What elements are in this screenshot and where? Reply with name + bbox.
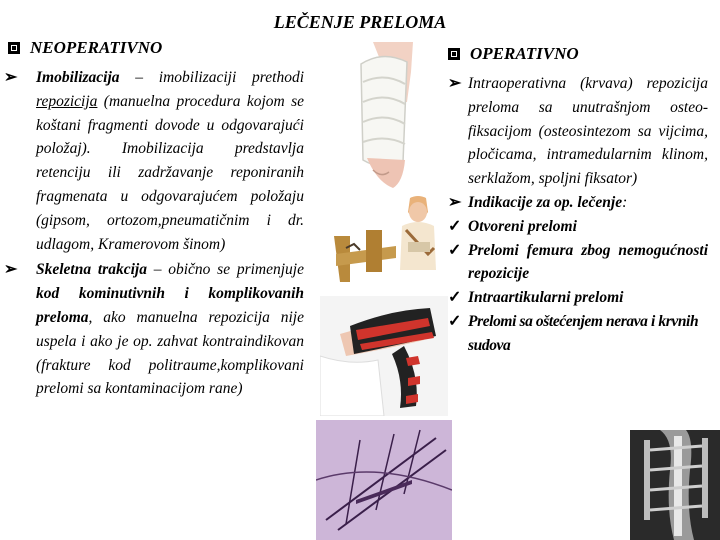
- item-bold-text: kod kominutivnih i komplikovanih preloma: [36, 285, 304, 326]
- check-item-2: [448, 239, 708, 287]
- checkmark-icon: ✓: [448, 312, 462, 330]
- check-item-text: Otvoreni prelomi: [468, 217, 577, 235]
- item-bold-label: Indikacije za op. lečenje: [468, 193, 623, 211]
- item-text: – obično se primenjuje: [146, 261, 304, 279]
- sling-patient-image: [398, 196, 438, 270]
- square-bullet-icon: [448, 48, 460, 60]
- xray-image: [630, 430, 720, 540]
- checkmark-icon: ✓: [448, 289, 462, 307]
- slide-title-text: LEČENJE PRELOMA: [273, 12, 447, 32]
- item-bold-label: Skeletna trakcija: [36, 261, 147, 279]
- list-item-intraoperativna: [448, 72, 708, 191]
- item-text: , ako manuelna repozicija nije uspela i ako je op. zahvat kontraindikovan (frakture kod politraume,komplikovani prelomi sa kontaminacijom rane): [36, 308, 304, 398]
- check-item-1: [448, 215, 708, 239]
- item-text: (manuelna procedura kojom se koštani fragmenti dovode u odgovarajući položaj). Imobilizacija predstavlja retenciju ili zadržavanje reponiranih fragmenata u odgovarajućem položaju (gipsom, ortozom,pneumatičnim i dr. udlagom, Kramerovom šinom): [36, 92, 304, 253]
- check-item-4: [448, 310, 708, 358]
- item-text: :: [622, 193, 628, 211]
- arm-brace-image: [320, 296, 448, 416]
- item-underlined-term: repozicija: [36, 92, 98, 110]
- check-item-text: Prelomi sa oštećenjem nerava i krvnih sudova: [468, 312, 699, 354]
- list-item-skeletna-trakcija: [4, 258, 304, 401]
- item-text: – imobilizaciji prethodi: [119, 69, 304, 86]
- check-item-text: Intraartikularni prelomi: [468, 289, 624, 307]
- arrow-bullet-icon: ➢: [4, 261, 18, 279]
- arrow-bullet-icon: ➢: [4, 69, 18, 86]
- checkmark-icon: ✓: [448, 241, 462, 259]
- right-header: [448, 44, 579, 64]
- arrow-bullet-icon: ➢: [448, 75, 462, 92]
- cast-arm-image: [333, 42, 427, 190]
- list-item-imobilizacija: [4, 66, 304, 256]
- splint-image: [326, 224, 398, 282]
- arrow-bullet-icon: ➢: [448, 193, 462, 211]
- checkmark-icon: ✓: [448, 217, 462, 235]
- right-column: [448, 72, 708, 358]
- right-header-text: OPERATIVNO: [470, 44, 579, 63]
- square-bullet-icon: [8, 42, 20, 54]
- left-column: [4, 66, 304, 401]
- left-header-text: NEOPERATIVNO: [30, 38, 163, 57]
- left-header: [8, 38, 162, 58]
- slide-title: [0, 12, 720, 33]
- check-item-text: Prelomi femura zbog nemogućnosti repozicije: [468, 241, 708, 283]
- list-item-indikacije: [448, 191, 708, 215]
- check-item-3: [448, 286, 708, 310]
- item-text: Intraoperativna (krvava) repozicija preloma sa unutrašnjom osteo-fiksacijom (osteosintezom sa vijcima, pločicama, intramedularnim klinom, serklažom, spoljni fiksator): [468, 75, 708, 188]
- kramer-splint-image: [316, 420, 452, 540]
- item-bold-label: Imobilizacija: [36, 69, 120, 86]
